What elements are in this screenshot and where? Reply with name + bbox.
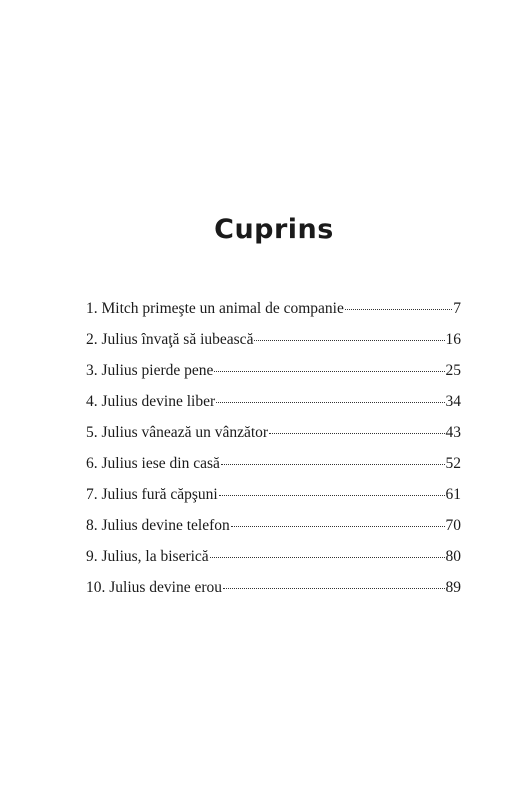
toc-entry [86,424,461,455]
toc-entry [86,362,461,393]
dot-leader [210,557,445,558]
page-title: Cuprins [214,214,334,246]
toc-entry [86,486,461,517]
toc-entry-label: 7. Julius fură căpşuni [86,486,218,503]
toc-entry [86,517,461,548]
toc-entry-label: 8. Julius devine telefon [86,517,230,534]
toc-entry-label: 6. Julius iese din casă [86,455,220,472]
dot-leader [345,309,452,310]
toc-entry-page: 7 [453,300,461,317]
toc-entry-label: 5. Julius vânează un vânzător [86,424,269,441]
toc-entry-page: 43 [445,424,461,441]
toc-entry [86,548,461,579]
table-of-contents [86,300,461,610]
toc-entry-page: 61 [445,486,461,503]
toc-entry-page: 52 [445,455,461,472]
dot-leader [214,371,444,372]
dot-leader [223,588,444,589]
toc-entry-label: 2. Julius învaţă să iubească [86,331,254,348]
toc-entry [86,393,461,424]
toc-entry-label: 1. Mitch primeşte un animal de companie [86,300,344,317]
toc-entry-page: 80 [445,548,461,565]
dot-leader [254,340,444,341]
dot-leader [219,495,445,496]
toc-entry [86,300,461,331]
toc-entry [86,455,461,486]
toc-entry [86,579,461,610]
dot-leader [269,433,444,434]
toc-entry-label: 3. Julius pierde pene [86,362,214,379]
toc-entry [86,331,461,362]
toc-entry-label: 9. Julius, la biserică [86,548,209,565]
toc-entry-page: 25 [445,362,461,379]
toc-entry-page: 89 [445,579,461,596]
toc-entry-page: 34 [445,393,461,410]
dot-leader [221,464,445,465]
toc-entry-page: 16 [445,331,461,348]
dot-leader [231,526,445,527]
toc-entry-label: 4. Julius devine liber [86,393,216,410]
toc-entry-page: 70 [445,517,461,534]
toc-entry-label: 10. Julius devine erou [86,579,223,596]
dot-leader [216,402,444,403]
